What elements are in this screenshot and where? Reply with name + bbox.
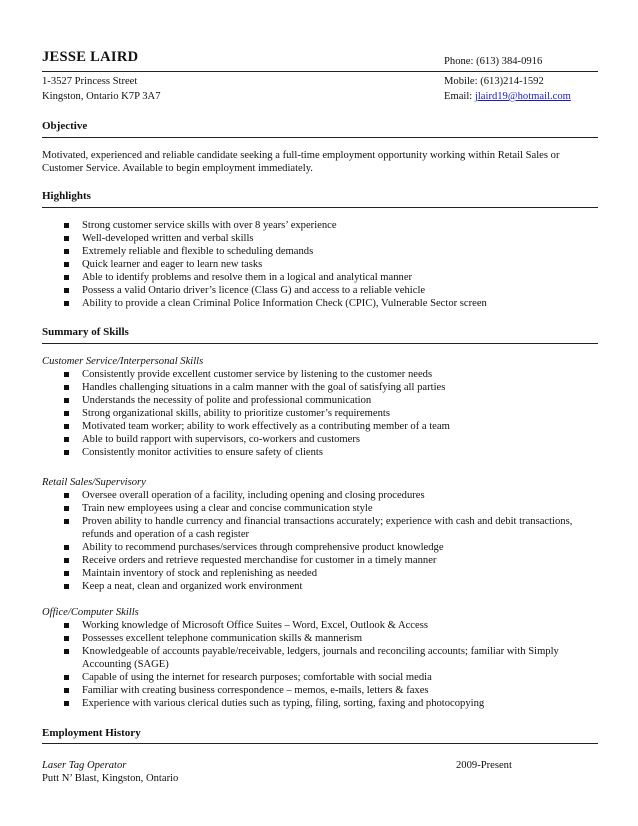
customer-service-skills-list [62,368,598,459]
employment-heading: Employment History [42,727,141,739]
bullet-icon [64,701,69,706]
list-item: Train new employees using a clear and concise communication style [62,502,598,515]
objective-divider [42,137,598,138]
list-item: Knowledgeable of accounts payable/receivable, ledgers, journals and reconciling accounts; familiar with Simply Accounting (SAGE) [62,645,598,671]
candidate-name: JESSE LAIRD [42,49,139,65]
list-item: Handles challenging situations in a calm manner with the goal of satisfying all parties [62,381,598,394]
address-line-2: Kingston, Ontario K7P 3A7 [42,91,161,102]
address-line-1: 1-3527 Princess Street [42,76,138,87]
list-item: Experience with various clerical duties such as typing, filing, sorting, faxing and photocopying [62,697,598,710]
list-item: Consistently provide excellent customer service by listening to the customer needs [62,368,598,381]
bullet-icon [64,558,69,563]
retail-skills-list [62,489,598,593]
bullet-icon [64,571,69,576]
bullet-icon [64,450,69,455]
bullet-icon [64,675,69,680]
list-item: Able to build rapport with supervisors, co-workers and customers [62,433,598,446]
highlights-heading: Highlights [42,190,91,202]
bullet-icon [64,519,69,524]
bullet-icon [64,545,69,550]
list-item: Strong customer service skills with over 8 years’ experience [62,219,598,232]
job-employer: Putt N’ Blast, Kingston, Ontario [42,773,179,784]
skills-section-title: Office/Computer Skills [42,607,139,618]
list-item: Understands the necessity of polite and professional communication [62,394,598,407]
list-item: Well-developed written and verbal skills [62,232,598,245]
list-item: Maintain inventory of stock and replenishing as needed [62,567,598,580]
list-item: Strong organizational skills, ability to prioritize customer’s requirements [62,407,598,420]
bullet-icon [64,275,69,280]
bullet-icon [64,636,69,641]
list-item: Consistently monitor activities to ensure safety of clients [62,446,598,459]
highlights-list [62,219,598,310]
office-skills-list [62,619,598,710]
bullet-icon [64,623,69,628]
bullet-icon [64,398,69,403]
bullet-icon [64,372,69,377]
bullet-icon [64,223,69,228]
list-item: Able to identify problems and resolve them in a logical and analytical manner [62,271,598,284]
bullet-icon [64,288,69,293]
bullet-icon [64,262,69,267]
skills-section-title: Retail Sales/Supervisory [42,477,146,488]
bullet-icon [64,437,69,442]
list-item: Possess a valid Ontario driver’s licence (Class G) and access to a reliable vehicle [62,284,598,297]
bullet-icon [64,424,69,429]
list-item: Familiar with creating business correspondence – memos, e-mails, letters & faxes [62,684,598,697]
skills-divider [42,343,598,344]
job-dates: 2009-Present [456,760,512,771]
list-item: Proven ability to handle currency and financial transactions accurately; experience with cash and debit transactions, refunds and operation of a cash register [62,515,598,541]
list-item: Quick learner and eager to learn new tasks [62,258,598,271]
email-link[interactable]: jlaird19@hotmail.com [474,91,571,102]
mobile-number: Mobile: (613)214-1592 [444,76,544,87]
list-item: Ability to provide a clean Criminal Police Information Check (CPIC), Vulnerable Sector screen [62,297,598,310]
bullet-icon [64,688,69,693]
bullet-icon [64,584,69,589]
list-item: Receive orders and retrieve requested merchandise for customer in a timely manner [62,554,598,567]
email-label: Email: [444,91,475,102]
bullet-icon [64,249,69,254]
list-item: Oversee overall operation of a facility, including opening and closing procedures [62,489,598,502]
employment-divider [42,743,598,744]
list-item: Possesses excellent telephone communication skills & mannerism [62,632,598,645]
skills-section-title: Customer Service/Interpersonal Skills [42,356,204,367]
bullet-icon [64,506,69,511]
skills-heading: Summary of Skills [42,326,129,338]
list-item: Motivated team worker; ability to work effectively as a contributing member of a team [62,420,598,433]
bullet-icon [64,493,69,498]
bullet-icon [64,236,69,241]
list-item: Extremely reliable and flexible to scheduling demands [62,245,598,258]
highlights-divider [42,207,598,208]
job-title: Laser Tag Operator [42,760,127,771]
list-item: Working knowledge of Microsoft Office Suites – Word, Excel, Outlook & Access [62,619,598,632]
bullet-icon [64,411,69,416]
list-item: Ability to recommend purchases/services through comprehensive product knowledge [62,541,598,554]
list-item: Capable of using the internet for research purposes; comfortable with social media [62,671,598,684]
bullet-icon [64,385,69,390]
bullet-icon [64,301,69,306]
email-line [444,90,571,103]
objective-text: Motivated, experienced and reliable candidate seeking a full-time employment opportunity working within Retail Sales or Customer Service. Available to begin employment immediately. [42,150,560,174]
objective-heading: Objective [42,120,88,132]
list-item: Keep a neat, clean and organized work environment [62,580,598,593]
phone-number: Phone: (613) 384-0916 [444,56,543,67]
header-divider [42,71,598,72]
bullet-icon [64,649,69,654]
